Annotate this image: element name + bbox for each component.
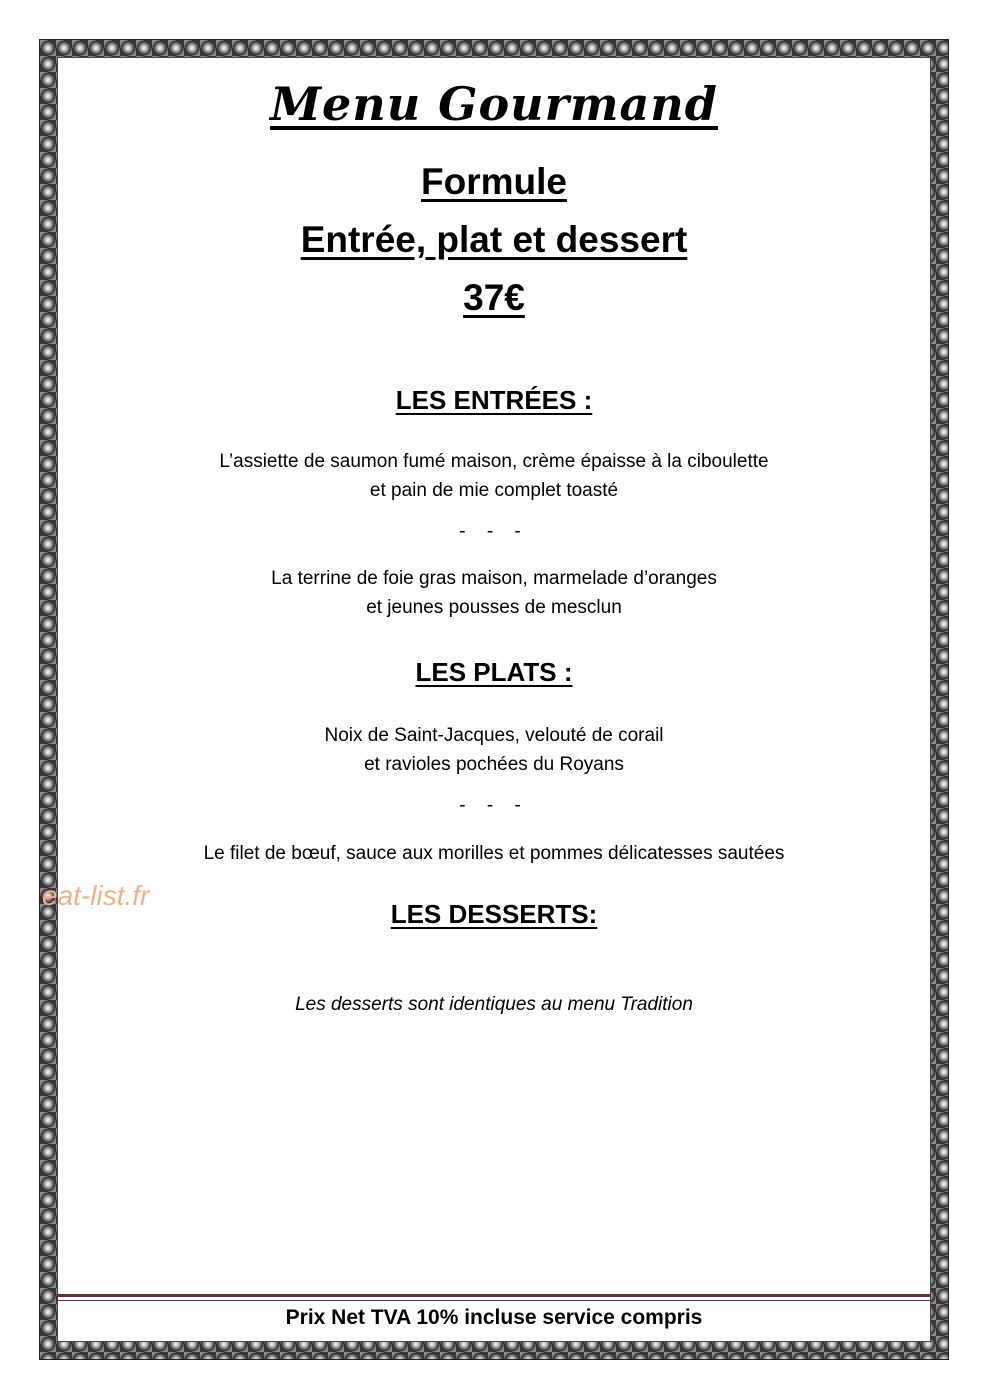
plat-item-1-line1: Noix de Saint-Jacques, velouté de corail bbox=[324, 725, 664, 746]
plat-item-1-line2: et ravioles pochées du Royans bbox=[364, 754, 624, 775]
formule-description: Entrée, plat et dessert bbox=[300, 219, 688, 260]
formule-label: Formule bbox=[421, 161, 567, 202]
desserts-heading: LES DESSERTS: bbox=[390, 899, 598, 929]
plat-item-2-line1: Le filet de bœuf, sauce aux morilles et pommes délicatesses sautées bbox=[203, 843, 785, 864]
entree-item-2-line2: et jeunes pousses de mesclun bbox=[366, 597, 622, 618]
entrees-heading: LES ENTRÉES : bbox=[395, 385, 593, 415]
plat-item-1 bbox=[57, 721, 931, 779]
entree-item-2 bbox=[57, 564, 931, 622]
plats-heading: LES PLATS : bbox=[415, 657, 573, 687]
desserts-note: Les desserts sont identiques au menu Tradition bbox=[295, 994, 693, 1015]
entree-item-1 bbox=[57, 447, 931, 505]
entrees-separator: - - - bbox=[459, 521, 529, 542]
entree-item-1-line1: L’assiette de saumon fumé maison, crème épaisse à la ciboulette bbox=[219, 451, 769, 472]
menu-title: Menu Gourmand bbox=[270, 77, 718, 131]
footer-rule bbox=[57, 1294, 931, 1297]
eat-list-watermark: eat-list.fr bbox=[42, 880, 150, 911]
entree-item-1-line2: et pain de mie complet toasté bbox=[369, 480, 619, 501]
plats-separator: - - - bbox=[459, 795, 529, 816]
entree-item-2-line1: La terrine de foie gras maison, marmelade d’oranges bbox=[271, 568, 717, 589]
footer-rule-thin bbox=[57, 1300, 931, 1301]
plat-item-2 bbox=[57, 839, 931, 868]
footer-price-note: Prix Net TVA 10% incluse service compris bbox=[285, 1306, 703, 1329]
formule-price: 37€ bbox=[463, 277, 525, 318]
